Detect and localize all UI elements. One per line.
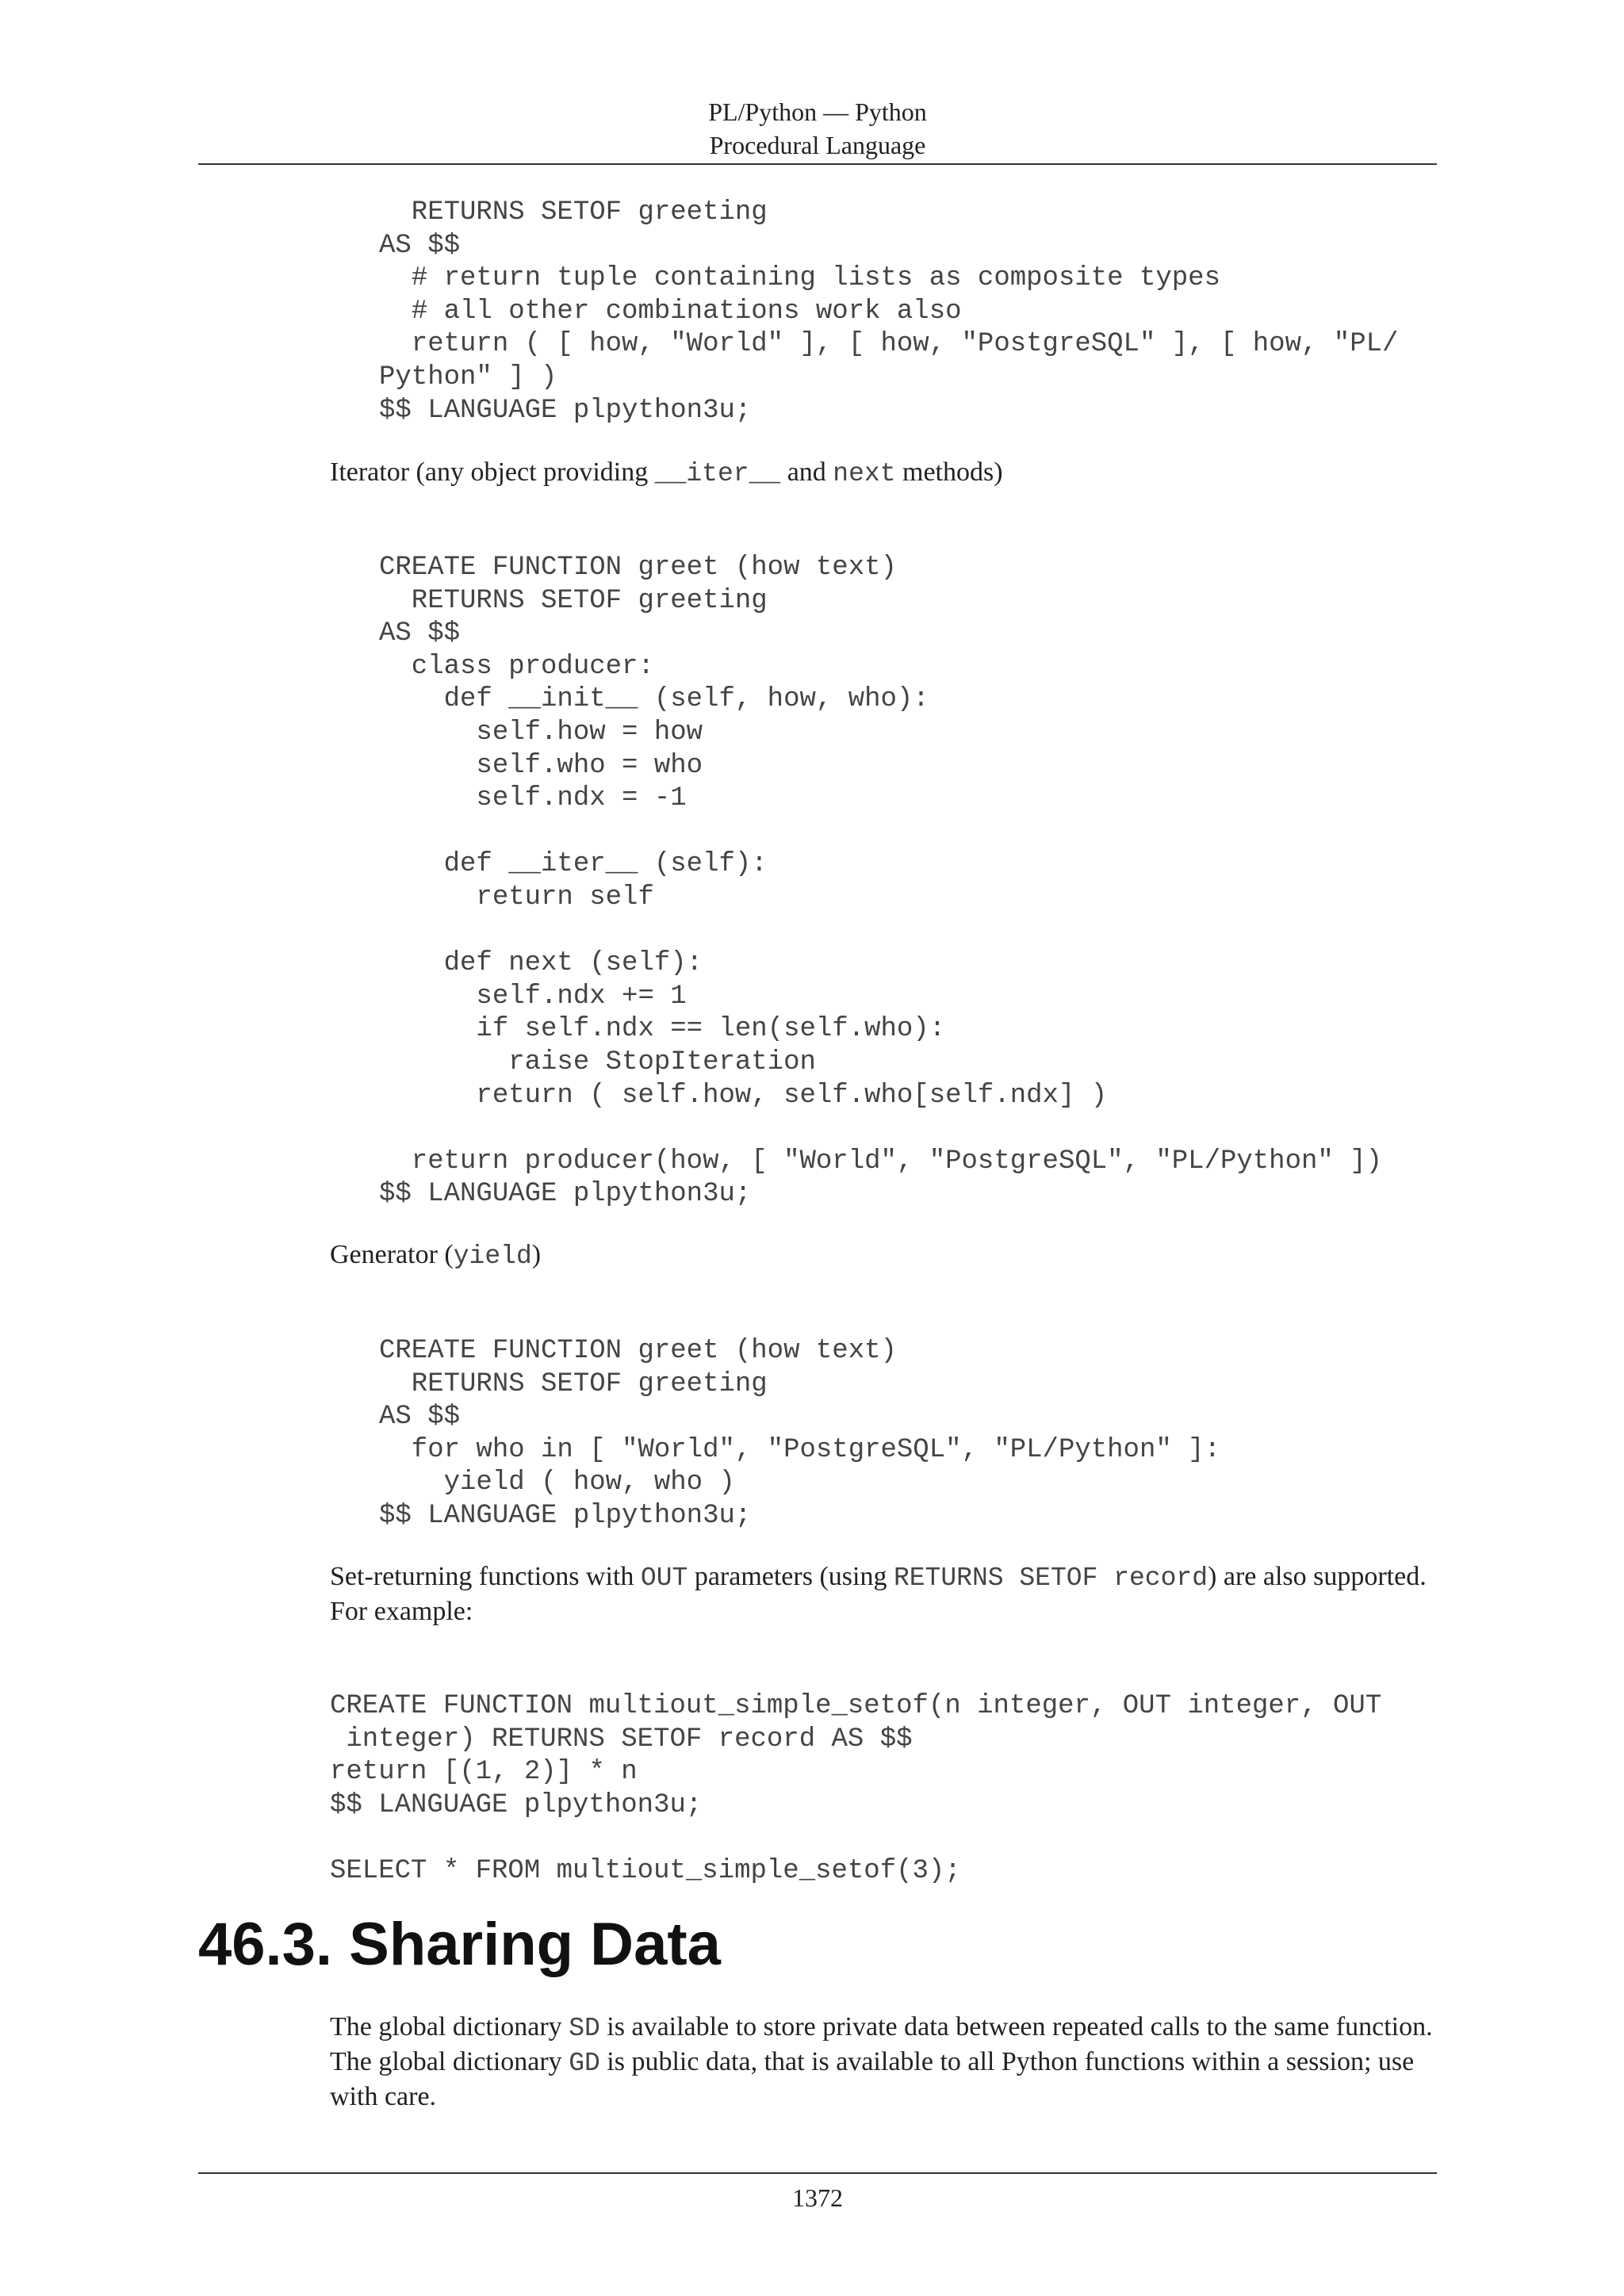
page-number: 1372 — [792, 2183, 843, 2212]
header-title-line2: Procedural Language — [709, 131, 926, 159]
inline-code-iter: __iter__ — [654, 459, 781, 488]
inline-code-yield: yield — [453, 1242, 532, 1271]
code-block-iterator: CREATE FUNCTION greet (how text) RETURNS SETOF greeting AS $$ class producer: def __init__ (self, how, who): self.how = how self.who = who self.ndx = -1 def __iter__ (self): return self def next (self): self.ndx += 1 if self.ndx == len(self.who): raise StopIteration return ( self.how, self.who[self.ndx] ) return producer(how, [ "World", "PostgreSQL", "PL/Python" ]) $$ LANGUAGE plpython3u; — [379, 553, 1383, 1210]
generator-paragraph: Generator (yield) — [330, 1240, 542, 1271]
footer-rule — [198, 2172, 1437, 2174]
inline-code-gd: GD — [569, 2049, 600, 2078]
running-header — [198, 95, 1437, 162]
header-title-line1: PL/Python — Python — [708, 98, 927, 126]
setof-paragraph: Set-returning functions with OUT parameters (using RETURNS SETOF record) are also supported. For example: — [330, 1562, 1427, 1626]
section-title: 46.3. Sharing Data — [198, 1911, 721, 1978]
code-block-generator: CREATE FUNCTION greet (how text) RETURNS SETOF greeting AS $$ for who in [ "World", "PostgreSQL", "PL/Python" ]: yield ( how, who ) $$ LANGUAGE plpython3u; — [379, 1336, 1220, 1531]
iterator-paragraph: Iterator (any object providing __iter__ and next methods) — [330, 457, 1003, 488]
inline-code-returns-setof-record: RETURNS SETOF record — [893, 1563, 1208, 1593]
code-block-composite-types: RETURNS SETOF greeting AS $$ # return tuple containing lists as composite types # all other combinations work also return ( [ how, "World" ], [ how, "PostgreSQL" ], [ how, "PL/ Python" ] ) $$ LANGUAGE plpython3u; — [379, 197, 1399, 426]
code-block-multiout: CREATE FUNCTION multiout_simple_setof(n integer, OUT integer, OUT integer) RETURNS SETOF record AS $$ return [(1, 2)] * n $$ LANGUAGE plpython3u; SELECT * FROM multiout_simple_setof(3); — [330, 1691, 1382, 1886]
inline-code-sd: SD — [569, 2014, 600, 2043]
header-rule — [198, 163, 1437, 165]
inline-code-out: OUT — [640, 1563, 688, 1593]
sharing-data-paragraph: The global dictionary SD is available to store private data between repeated calls to the same function. The global dictionary GD is public data, that is available to all Python functions within a session; use with care. — [330, 2012, 1433, 2111]
inline-code-next: next — [833, 459, 896, 488]
